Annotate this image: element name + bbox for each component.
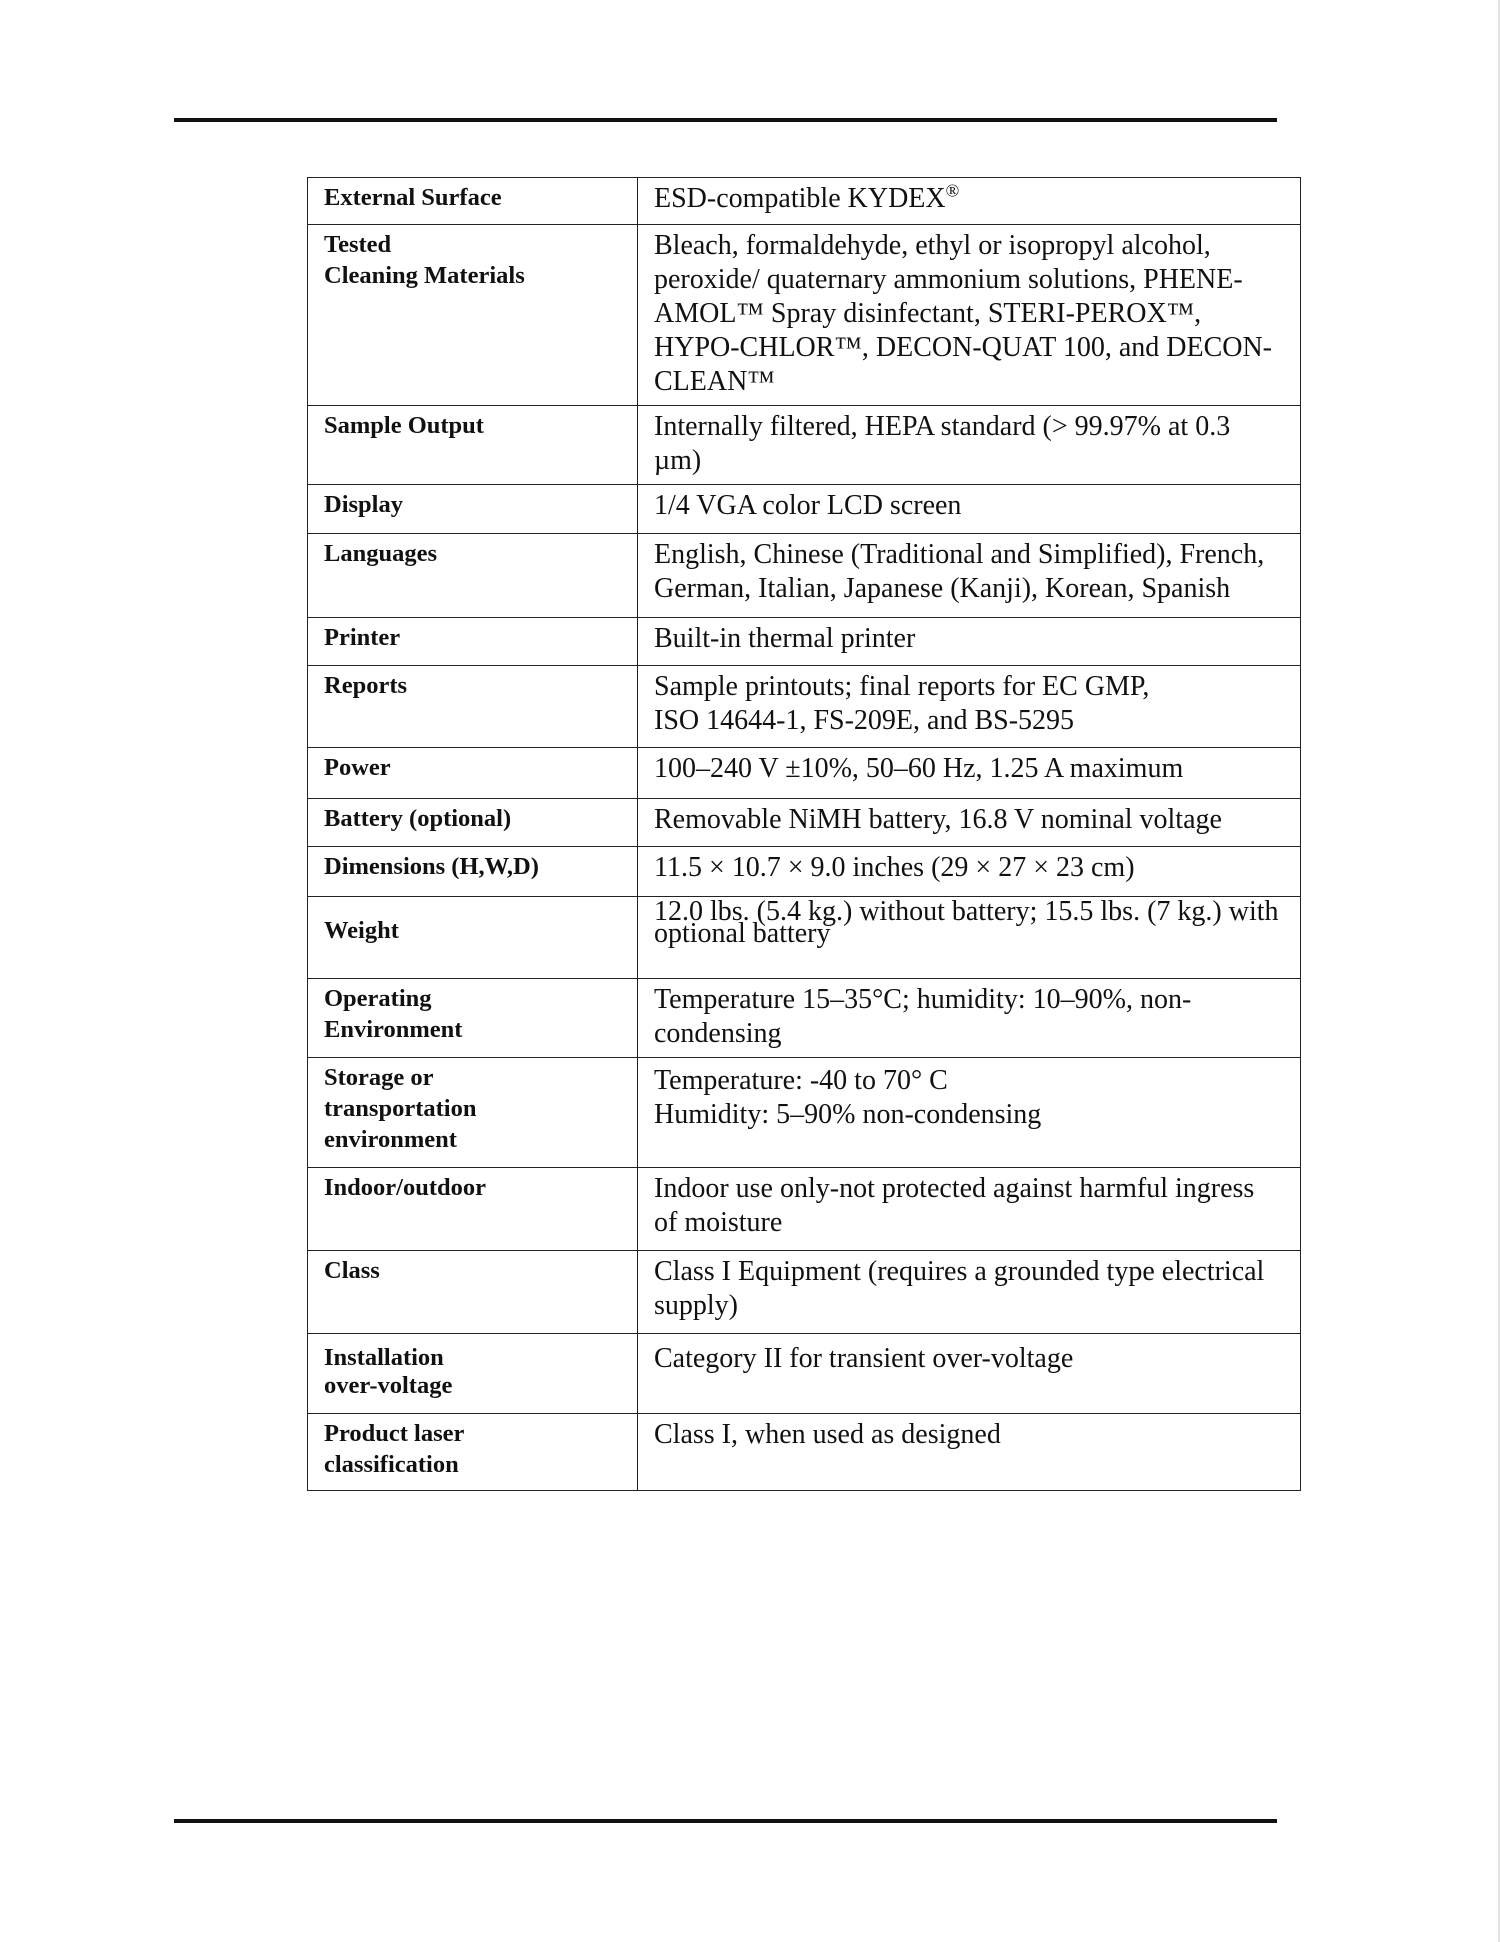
- footer-rule: [174, 1819, 1277, 1823]
- table-row: [308, 799, 1301, 847]
- registered-mark: ®: [945, 180, 960, 201]
- spec-label: Display: [308, 485, 638, 534]
- spec-value: 12.0 lbs. (5.4 kg.) without battery; 15.5 lbs. (7 kg.) with optional battery: [638, 897, 1301, 979]
- spec-label: Power: [308, 748, 638, 799]
- spec-value: English, Chinese (Traditional and Simplified), French, German, Italian, Japanese (Kanji), Korean, Spanish: [638, 534, 1301, 618]
- specifications-table: [307, 177, 1301, 1491]
- spec-label: Reports: [308, 666, 638, 748]
- spec-value: Bleach, formaldehyde, ethyl or isopropyl alcohol, peroxide/ quaternary ammonium solutions, PHENE-AMOL™ Spray disinfectant, STERI-PEROX™, HYPO-CHLOR™, DECON-QUAT 100, and DECON-CLEAN™: [638, 225, 1301, 406]
- spec-value: Internally filtered, HEPA standard (> 99.97% at 0.3 µm): [638, 406, 1301, 485]
- spec-value: Indoor use only-not protected against harmful ingress of moisture: [638, 1168, 1301, 1251]
- spec-value: [638, 178, 1301, 225]
- spec-value: 1/4 VGA color LCD screen: [638, 485, 1301, 534]
- table-row: [308, 618, 1301, 666]
- spec-value-text: ESD-compatible KYDEX: [654, 183, 946, 214]
- spec-label: Printer: [308, 618, 638, 666]
- spec-label: Sample Output: [308, 406, 638, 485]
- spec-value: Class I Equipment (requires a grounded type electrical supply): [638, 1251, 1301, 1334]
- table-row: [308, 225, 1301, 406]
- spec-label: External Surface: [308, 178, 638, 225]
- spec-label: Operating Environment: [308, 979, 638, 1058]
- table-row: [308, 178, 1301, 225]
- table-row: [308, 1414, 1301, 1491]
- table-row: [308, 406, 1301, 485]
- table-row: [308, 847, 1301, 897]
- spec-label: Storage or transportation environment: [308, 1058, 638, 1168]
- spec-value: Sample printouts; final reports for EC GMP, ISO 14644-1, FS-209E, and BS-5295: [638, 666, 1301, 748]
- spec-value: Removable NiMH battery, 16.8 V nominal voltage: [638, 799, 1301, 847]
- table-row: [308, 1334, 1301, 1414]
- spec-label: Product laser classification: [308, 1414, 638, 1491]
- spec-label: Languages: [308, 534, 638, 618]
- spec-value: 100–240 V ±10%, 50–60 Hz, 1.25 A maximum: [638, 748, 1301, 799]
- spec-label: Tested Cleaning Materials: [308, 225, 638, 406]
- spec-value: Temperature: -40 to 70° C Humidity: 5–90% non-condensing: [638, 1058, 1301, 1168]
- spec-label: Dimensions (H,W,D): [308, 847, 638, 897]
- spec-value: Temperature 15–35°C; humidity: 10–90%, non-condensing: [638, 979, 1301, 1058]
- table-row: [308, 485, 1301, 534]
- spec-value: Class I, when used as designed: [638, 1414, 1301, 1491]
- spec-value: Built-in thermal printer: [638, 618, 1301, 666]
- table-row: [308, 897, 1301, 979]
- spec-label: Battery (optional): [308, 799, 638, 847]
- table-row: [308, 666, 1301, 748]
- spec-label: Indoor/outdoor: [308, 1168, 638, 1251]
- spec-label: Weight: [308, 897, 638, 979]
- table-row: [308, 1168, 1301, 1251]
- spec-label: Installation over-voltage: [308, 1334, 638, 1414]
- table-row: [308, 1058, 1301, 1168]
- spec-value: Category II for transient over-voltage: [638, 1334, 1301, 1414]
- header-rule: [174, 118, 1277, 122]
- table-row: [308, 748, 1301, 799]
- table-row: [308, 534, 1301, 618]
- spec-label: Class: [308, 1251, 638, 1334]
- table-row: [308, 979, 1301, 1058]
- spec-value: 11.5 × 10.7 × 9.0 inches (29 × 27 × 23 cm): [638, 847, 1301, 897]
- table-row: [308, 1251, 1301, 1334]
